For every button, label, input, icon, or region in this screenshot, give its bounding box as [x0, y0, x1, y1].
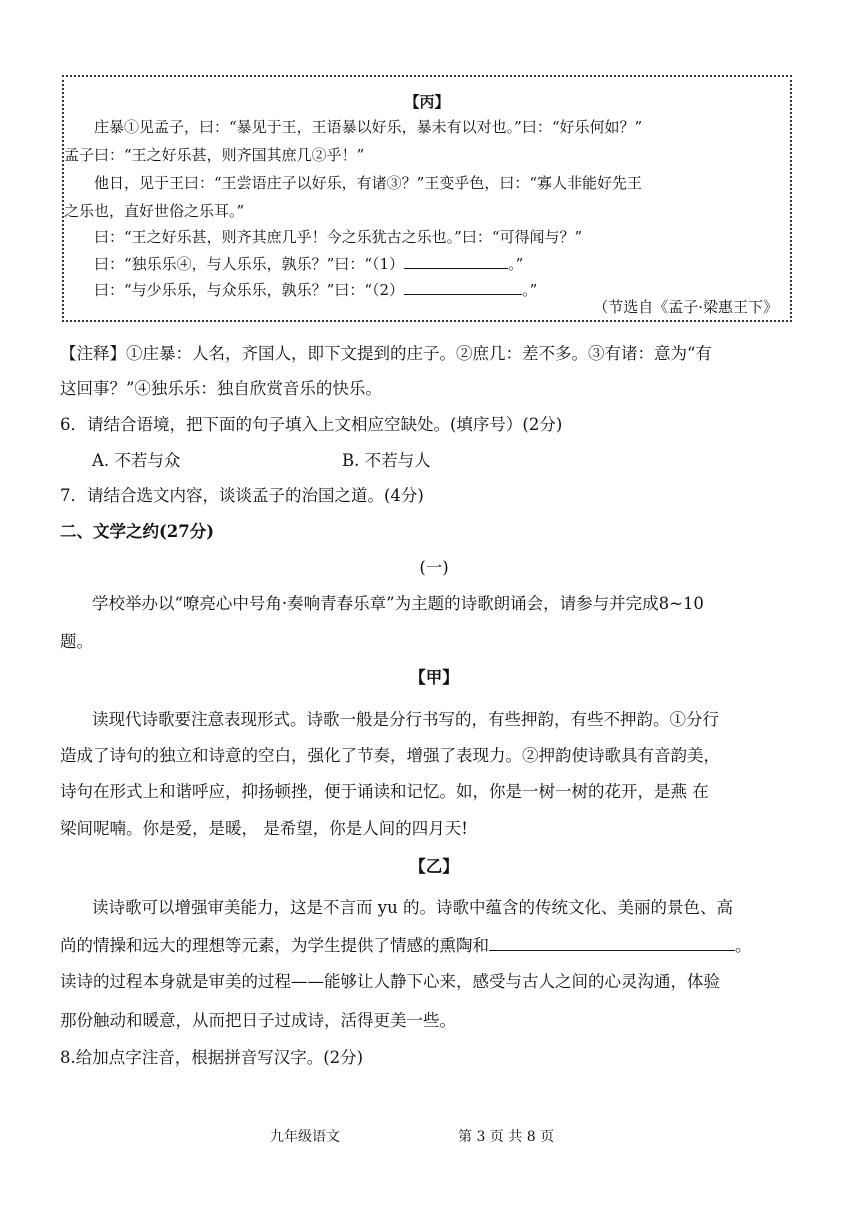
- footer-subject: 九年级语文: [270, 1129, 340, 1145]
- notes-line: 这回事？”④独乐乐：独自欣赏音乐的快乐。: [60, 379, 382, 398]
- question-6: 6．请结合语境，把下面的句子填入上文相应空缺处。(填序号）(2分): [60, 415, 563, 434]
- footer-page-number: 第 3 页 共 8 页: [458, 1129, 555, 1145]
- passage-jia-title: 【甲】: [409, 668, 459, 687]
- section-title: 二、文学之约(27分): [60, 522, 215, 541]
- passage-jia-line: 造成了诗句的独立和诗意的空白，强化了节奏，增强了表现力。②押韵使诗歌具有音韵美，: [60, 746, 720, 765]
- fill-blank-line-2: [94, 279, 537, 300]
- passage-bing-line: 孟子曰：“王之好乐甚，则齐国其庶几②乎！”: [64, 146, 365, 164]
- fill-blank-suffix: 。”: [522, 281, 538, 299]
- answer-blank-3[interactable]: [489, 935, 735, 951]
- passage-jia-line: 诗句在形式上和谐呼应，抑扬顿挫，便于诵读和记忆。如，你是一树一树的花开，是燕 在: [60, 782, 709, 801]
- passage-bing-line: 他日，见于王曰：“王尝语庄子以好乐，有诸③？”王变乎色，曰：“寡人非能好先王: [94, 174, 643, 192]
- option-b: B. 不若与人: [342, 451, 431, 470]
- passage-yi-text: 尚的情操和远大的理想等元素，为学生提供了情感的熏陶和: [60, 936, 489, 955]
- question-8: 8.给加点字注音，根据拼音写汉字。(2分): [60, 1048, 364, 1067]
- passage-yi-line: 读诗的过程本身就是审美的过程——能够让人静下心来，感受与古人之间的心灵沟通，体验: [60, 972, 720, 991]
- notes-line: 【注释】①庄暴：人名，齐国人，即下文提到的庄子。②庶几：差不多。③有诸：意为“有: [60, 344, 712, 363]
- section-intro: 题。: [60, 632, 93, 651]
- passage-bing-line: 之乐也，直好世俗之乐耳。”: [64, 202, 245, 220]
- passage-yi-line: 读诗歌可以增强审美能力，这是不言而 yu 的。诗歌中蕴含的传统文化、美丽的景色、高: [92, 898, 733, 917]
- passage-bing-line: 庄暴①见孟子，曰：“暴见于王，王语暴以好乐，暴未有以对也。”曰：“好乐何如？”: [94, 118, 643, 136]
- answer-blank-1[interactable]: [404, 253, 508, 269]
- passage-source: （节选自《孟子·梁惠王下》: [593, 298, 778, 316]
- question-7: 7．请结合选文内容，谈谈孟子的治国之道。(4分): [60, 486, 424, 505]
- subsection-number: (一): [419, 558, 449, 577]
- passage-bing-line: 曰：“王之好乐甚，则齐其庶几乎！今之乐犹古之乐也。”曰：“可得闻与？”: [94, 228, 583, 246]
- passage-bing-title: 【丙】: [404, 93, 450, 111]
- fill-blank-suffix: 。”: [508, 255, 524, 273]
- fill-blank-prefix: 曰：“独乐乐④，与人乐乐，孰乐？”曰：“（1）: [94, 255, 405, 273]
- passage-bing-box: [62, 75, 792, 322]
- answer-blank-2[interactable]: [404, 279, 522, 295]
- passage-yi-title: 【乙】: [409, 857, 459, 876]
- passage-jia-line: 梁间呢喃。你是爱，是暖， 是希望，你是人间的四月天!: [60, 819, 468, 838]
- section-intro: 学校举办以“嘹亮心中号角·奏响青春乐章”为主题的诗歌朗诵会，请参与并完成8~10: [92, 594, 704, 613]
- fill-blank-prefix: 曰：“与少乐乐，与众乐乐，孰乐？”曰：“（2）: [94, 281, 405, 299]
- passage-yi-line: [60, 935, 752, 957]
- passage-yi-line: 那份触动和暖意，从而把日子过成诗，活得更美一些。: [60, 1011, 456, 1030]
- passage-jia-line: 读现代诗歌要注意表现形式。诗歌一般是分行书写的，有些押韵，有些不押韵。①分行: [92, 710, 719, 729]
- fill-blank-line-1: [94, 253, 523, 274]
- passage-yi-text: 。: [735, 936, 752, 955]
- option-a: A. 不若与众: [92, 451, 181, 470]
